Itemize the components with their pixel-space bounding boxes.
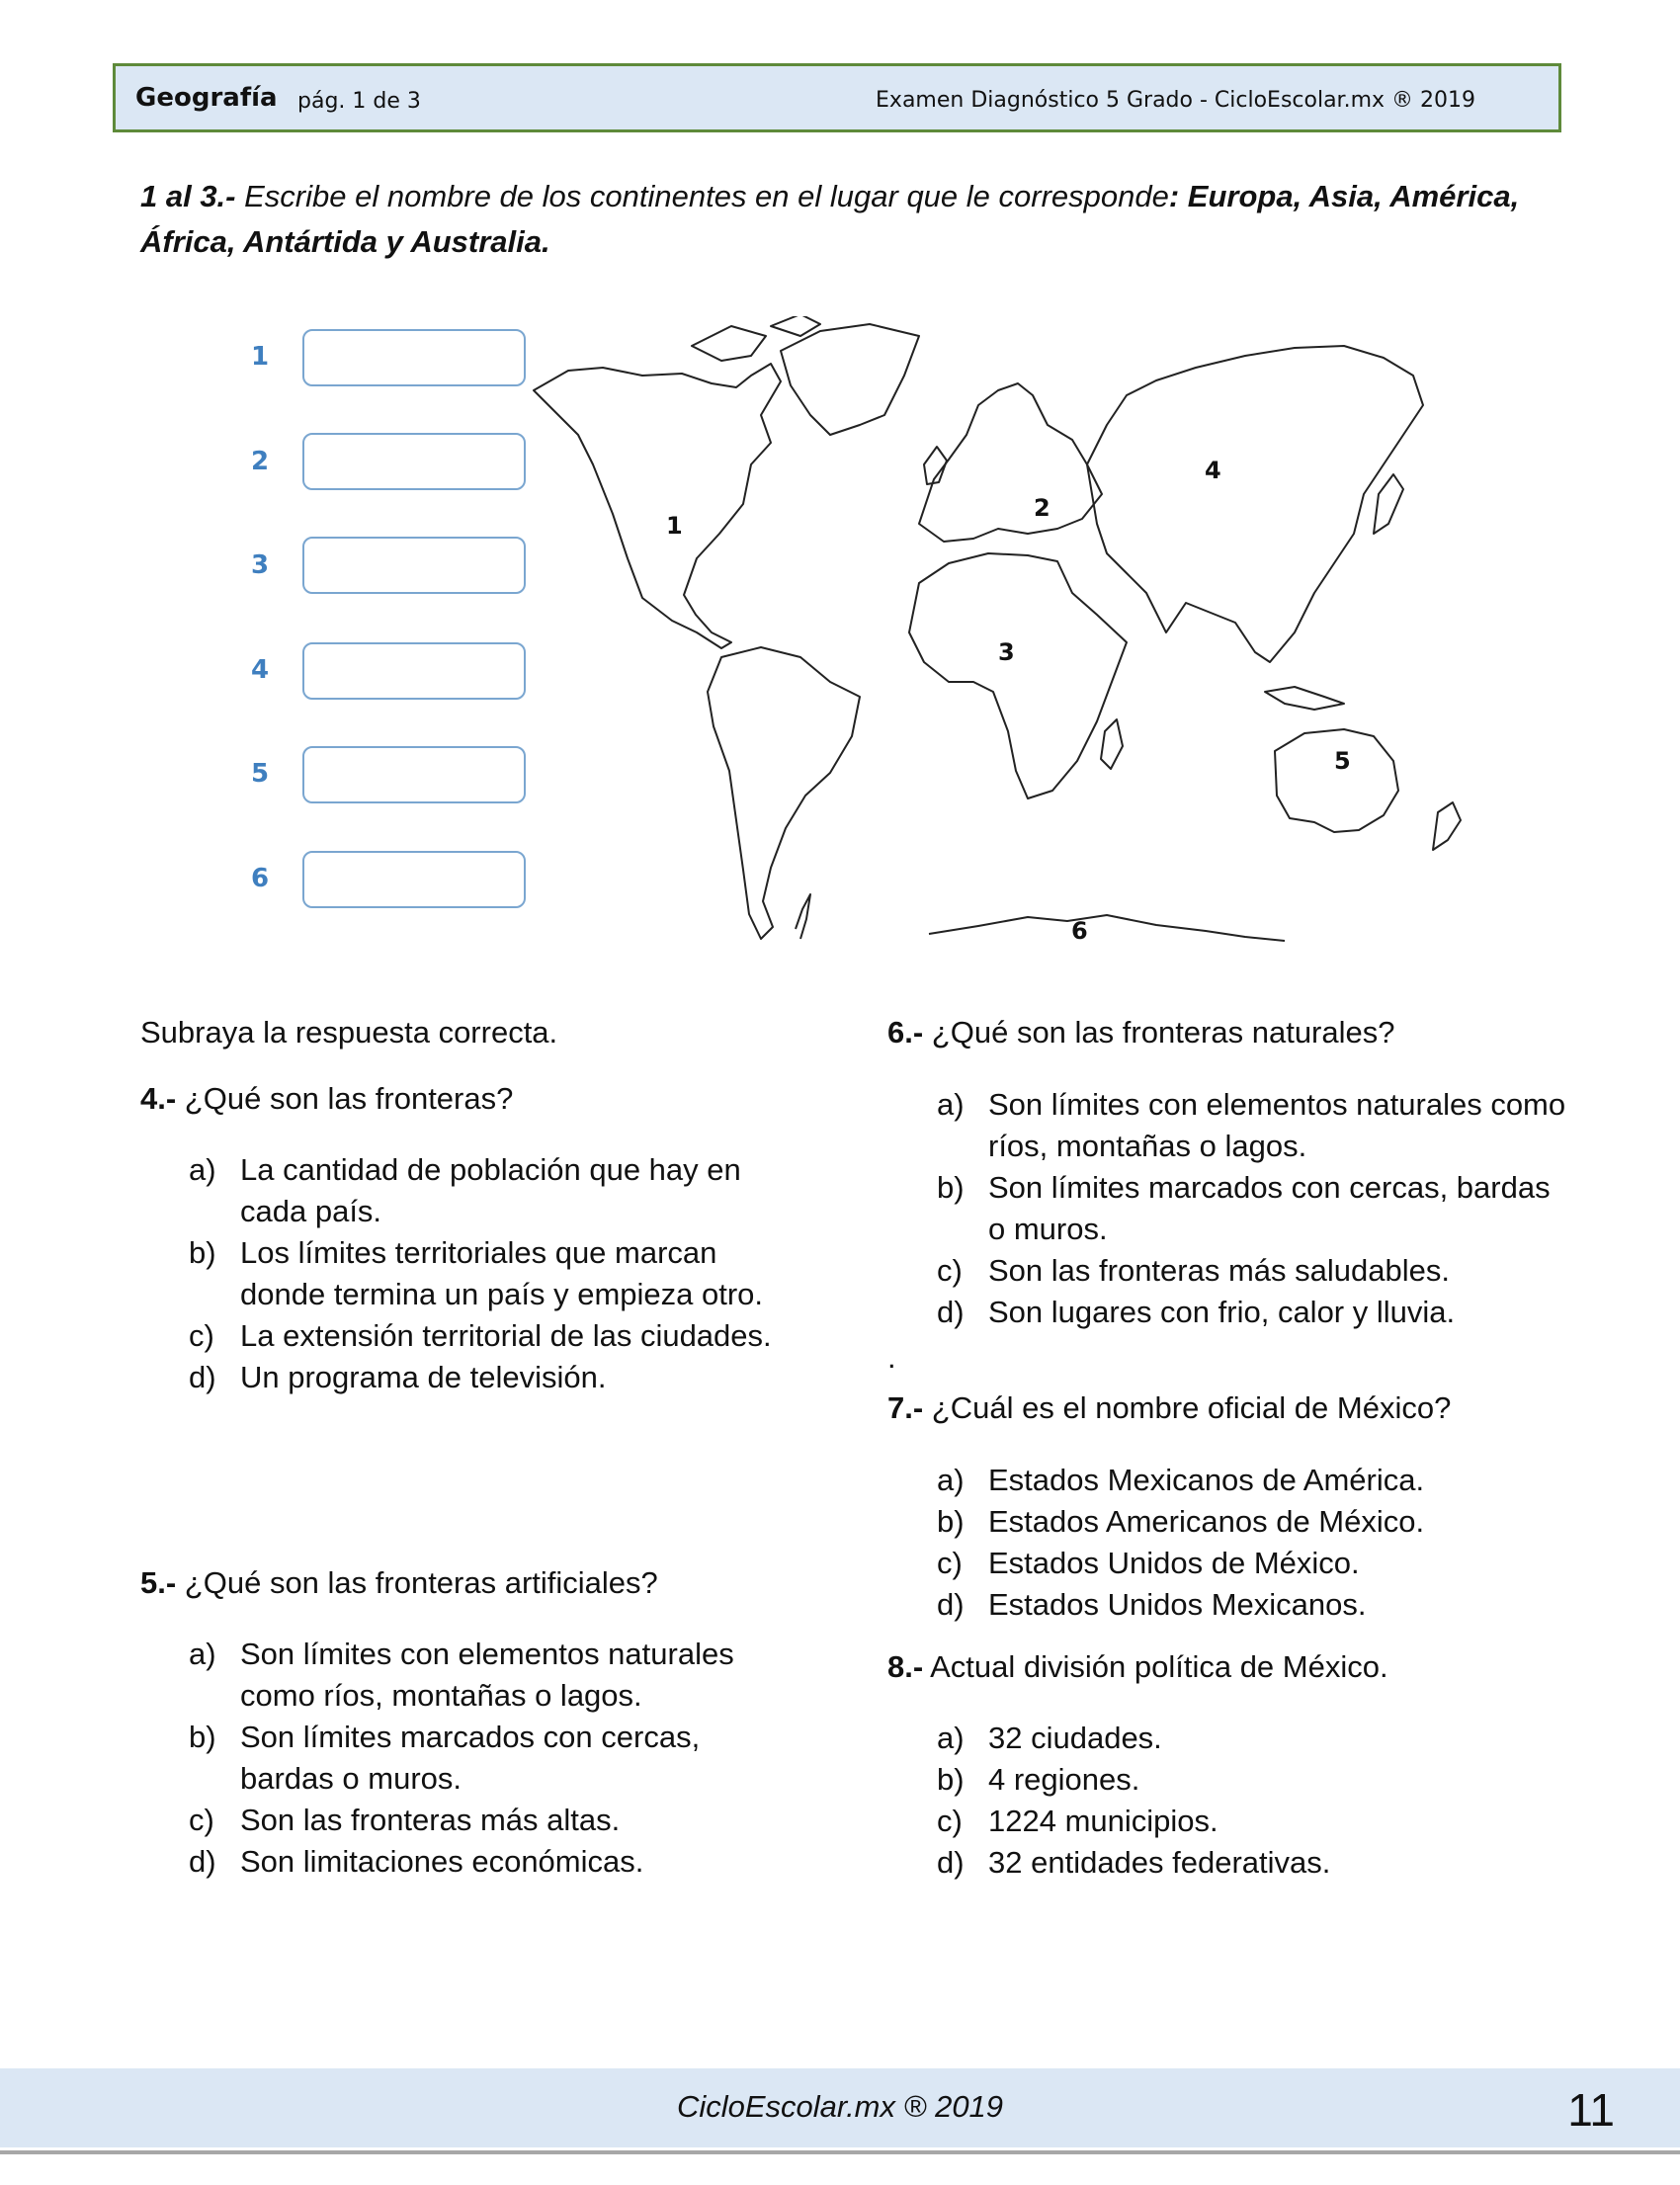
question-5-options <box>189 1634 801 1883</box>
option-7c[interactable] <box>937 1543 1569 1584</box>
answer-box-2[interactable] <box>302 433 526 490</box>
page-header <box>113 63 1561 132</box>
option-text: Son límites marcados con cercas, bardas o muros. <box>240 1720 701 1796</box>
greenland-outline <box>781 324 919 435</box>
map-label-5: 5 <box>1334 747 1351 775</box>
option-7a[interactable] <box>937 1460 1569 1501</box>
option-letter: b) <box>189 1720 216 1754</box>
question-text: Actual división política de México. <box>923 1649 1388 1684</box>
option-text: 32 ciudades. <box>988 1721 1162 1755</box>
option-text: Estados Mexicanos de América. <box>988 1463 1425 1497</box>
madagascar-outline <box>1101 719 1123 769</box>
option-8b[interactable] <box>937 1759 1569 1801</box>
arctic-islands-outline <box>692 316 820 361</box>
question-number: 8.- <box>887 1649 924 1684</box>
option-5a[interactable] <box>189 1634 801 1717</box>
answer-label-2: 2 <box>251 447 270 476</box>
question-text: ¿Qué son las fronteras artificiales? <box>176 1565 658 1600</box>
option-letter: d) <box>189 1360 216 1394</box>
answer-box-4[interactable] <box>302 642 526 700</box>
option-4d[interactable] <box>189 1357 801 1398</box>
intro-number: 1 al 3.- <box>140 179 236 213</box>
option-text: Son las fronteras más saludables. <box>988 1253 1450 1288</box>
option-4c[interactable] <box>189 1315 801 1357</box>
option-text: Los límites territoriales que marcan donde termina un país y empieza otro. <box>240 1235 764 1311</box>
option-letter: c) <box>189 1318 214 1353</box>
option-text: Son las fronteras más altas. <box>240 1803 621 1837</box>
option-letter: b) <box>937 1170 965 1205</box>
answer-box-6[interactable] <box>302 851 526 908</box>
option-text: 32 entidades federativas. <box>988 1845 1331 1880</box>
option-letter: d) <box>937 1587 965 1622</box>
option-letter: a) <box>937 1087 965 1122</box>
question-number: 4.- <box>140 1081 177 1116</box>
question-5 <box>140 1562 658 1604</box>
option-text: Un programa de televisión. <box>240 1360 607 1394</box>
map-label-6: 6 <box>1071 917 1088 945</box>
option-text: Son límites con elementos naturales como ríos, montañas o lagos. <box>988 1087 1566 1163</box>
north-america-outline <box>534 364 781 648</box>
question-6 <box>887 1012 1395 1053</box>
option-4b[interactable] <box>189 1232 801 1315</box>
answer-box-5[interactable] <box>302 746 526 803</box>
option-letter: a) <box>937 1721 965 1755</box>
option-letter: a) <box>937 1463 965 1497</box>
question-7-options <box>937 1460 1569 1626</box>
question-8 <box>887 1646 1388 1688</box>
map-label-2: 2 <box>1034 494 1050 522</box>
answer-label-1: 1 <box>251 342 270 372</box>
world-map <box>514 316 1482 954</box>
option-text: Son límites marcados con cercas, bardas o muros. <box>988 1170 1551 1246</box>
intro-continent-list: : Europa, Asia, América, África, Antártida y Australia. <box>140 179 1520 259</box>
option-text: Estados Unidos Mexicanos. <box>988 1587 1367 1622</box>
africa-outline <box>909 553 1127 798</box>
option-letter: a) <box>189 1152 216 1187</box>
option-5c[interactable] <box>189 1800 801 1841</box>
answer-label-3: 3 <box>251 550 270 580</box>
option-8c[interactable] <box>937 1801 1569 1842</box>
option-6a[interactable] <box>937 1084 1569 1167</box>
option-5d[interactable] <box>189 1841 801 1883</box>
option-text: Estados Americanos de México. <box>988 1504 1425 1539</box>
question-number: 6.- <box>887 1015 924 1050</box>
option-letter: c) <box>937 1546 963 1580</box>
footer-copyright: CicloEscolar.mx ® 2019 <box>676 2089 1004 2124</box>
question-number: 5.- <box>140 1565 177 1600</box>
option-8a[interactable] <box>937 1718 1569 1759</box>
south-america-outline <box>708 647 860 939</box>
answer-label-6: 6 <box>251 864 270 893</box>
option-letter: b) <box>189 1235 216 1270</box>
option-letter: d) <box>189 1844 216 1879</box>
question-text: ¿Qué son las fronteras naturales? <box>923 1015 1395 1050</box>
question-number: 7.- <box>887 1390 924 1425</box>
option-8d[interactable] <box>937 1842 1569 1884</box>
option-letter: d) <box>937 1295 965 1329</box>
option-letter: b) <box>937 1762 965 1797</box>
option-letter: c) <box>189 1803 214 1837</box>
option-7d[interactable] <box>937 1584 1569 1626</box>
question-4 <box>140 1078 513 1120</box>
option-text: 4 regiones. <box>988 1762 1140 1797</box>
option-text: Son limitaciones económicas. <box>240 1844 644 1879</box>
indonesia-outline <box>1265 687 1344 710</box>
new-zealand-outline <box>1433 802 1461 850</box>
exam-title: Examen Diagnóstico 5 Grado - CicloEscolar.mx ® 2019 <box>876 88 1475 113</box>
question-text: ¿Qué son las fronteras? <box>176 1081 514 1116</box>
option-4a[interactable] <box>189 1149 801 1232</box>
option-text: Estados Unidos de México. <box>988 1546 1360 1580</box>
option-text: 1224 municipios. <box>988 1804 1218 1838</box>
option-text: Son límites con elementos naturales como ríos, montañas o lagos. <box>240 1637 734 1713</box>
map-label-4: 4 <box>1205 457 1221 484</box>
option-text: La extensión territorial de las ciudades. <box>240 1318 772 1353</box>
stray-dot: . <box>887 1340 896 1375</box>
option-6b[interactable] <box>937 1167 1569 1250</box>
question-4-options <box>189 1149 801 1398</box>
australia-outline <box>1275 729 1398 832</box>
option-5b[interactable] <box>189 1717 801 1800</box>
antarctica-outline <box>929 915 1285 941</box>
option-text: Son lugares con frio, calor y lluvia. <box>988 1295 1456 1329</box>
question-7 <box>887 1387 1451 1429</box>
answer-box-3[interactable] <box>302 537 526 594</box>
answer-box-1[interactable] <box>302 329 526 386</box>
footer-divider <box>0 2150 1680 2154</box>
answer-label-5: 5 <box>251 759 270 789</box>
option-letter: a) <box>189 1637 216 1671</box>
option-letter: c) <box>937 1253 963 1288</box>
option-letter: b) <box>937 1504 965 1539</box>
page-indicator: pág. 1 de 3 <box>297 89 421 114</box>
question-text: ¿Cuál es el nombre oficial de México? <box>923 1390 1452 1425</box>
asia-outline <box>1087 346 1423 662</box>
option-letter: c) <box>937 1804 963 1838</box>
page-number: 11 <box>1567 2084 1615 2136</box>
subject-title: Geografía <box>135 83 278 113</box>
antarctic-peninsula-outline <box>796 894 810 939</box>
instruction-text: Subraya la respuesta correcta. <box>140 1015 558 1050</box>
intro-instruction <box>140 174 1524 265</box>
option-6c[interactable] <box>937 1250 1569 1292</box>
option-letter: d) <box>937 1845 965 1880</box>
japan-outline <box>1374 474 1403 534</box>
question-6-options <box>937 1084 1569 1333</box>
option-text: La cantidad de población que hay en cada país. <box>240 1152 741 1228</box>
map-label-1: 1 <box>666 512 683 540</box>
answer-label-4: 4 <box>251 655 270 685</box>
option-7b[interactable] <box>937 1501 1569 1543</box>
map-label-3: 3 <box>998 638 1015 666</box>
option-6d[interactable] <box>937 1292 1569 1333</box>
question-8-options <box>937 1718 1569 1884</box>
intro-text: Escribe el nombre de los continentes en el lugar que le corresponde <box>235 179 1169 213</box>
